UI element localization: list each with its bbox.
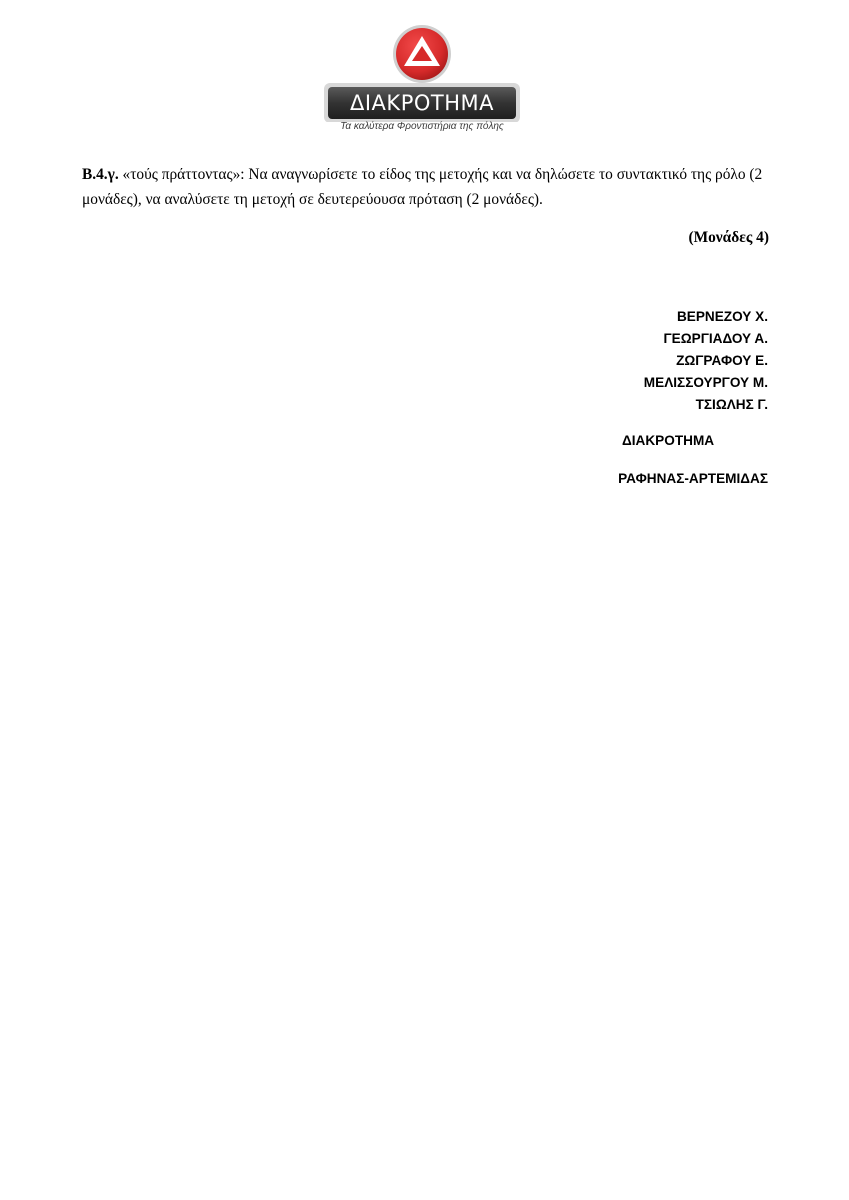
author-name: ΒΕΡΝΕΖΟΥ Χ.	[676, 309, 768, 324]
organization-name: ΔΙΑΚΡΟΤΗΜΑ	[622, 433, 715, 448]
author-name: ΜΕΛΙΣΣΟΥΡΓΟΥ Μ.	[643, 375, 768, 390]
logo-wordmark: ΔΙΑΚΡΟΤΗΜΑ	[350, 91, 494, 115]
authors-list	[644, 306, 768, 416]
header-logo	[322, 22, 522, 134]
question-paragraph	[82, 163, 772, 212]
author-name: ΤΣΙΩΛΗΣ Γ.	[695, 397, 768, 412]
author-name: ΖΩΓΡΑΦΟΥ Ε.	[676, 353, 768, 368]
question-number: Β.4.γ.	[82, 166, 119, 183]
question-text: «τούς πράττοντας»: Να αναγνωρίσετε το είδος της μετοχής και να δηλώσετε το συντακτικό της ρόλο (2 μονάδες), να αναλύσετε τη μετοχή σε δευτερεύουσα πρόταση (2 μονάδες).	[82, 166, 763, 208]
organization-location: ΡΑΦΗΝΑΣ-ΑΡΤΕΜΙΔΑΣ	[618, 471, 768, 486]
author-name: ΓΕΩΡΓΙΑΔΟΥ Α.	[663, 331, 768, 346]
logo-tagline: Τα καλύτερα Φροντιστήρια της πόλης	[340, 121, 504, 132]
marks-label: (Μονάδες 4)	[688, 229, 769, 246]
